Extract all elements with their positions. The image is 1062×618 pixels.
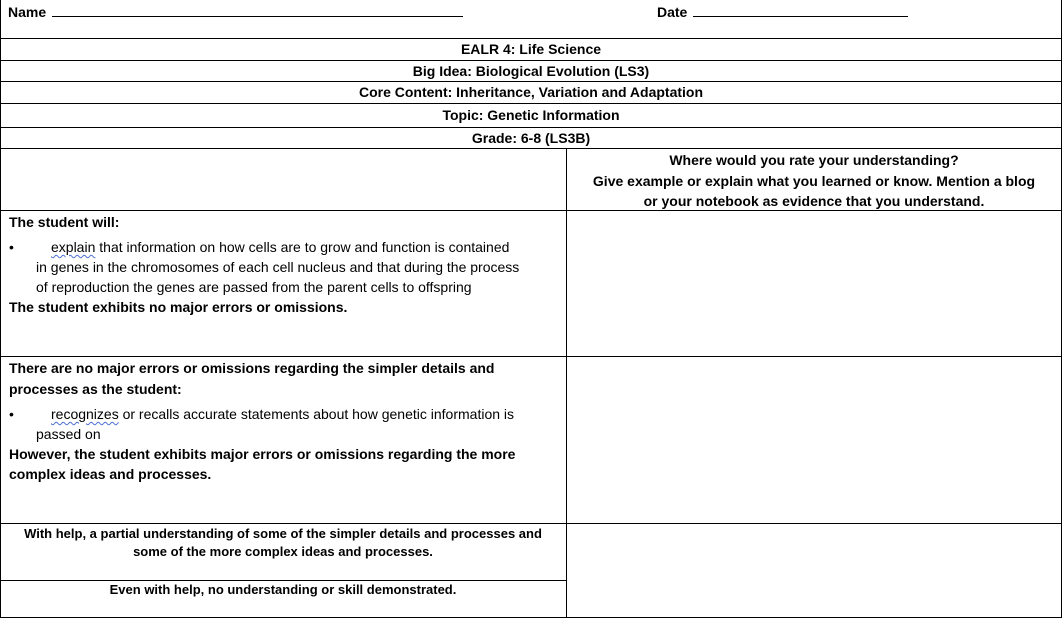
level2-bullet-line2: passed on [36,426,101,442]
level1-bullet-line3: of reproduction the genes are passed from the parent cells to offspring [36,279,472,295]
date-field[interactable] [657,2,908,22]
rating-header-line2: Give example or explain what you learned or know. Mention a blog [592,173,1036,189]
level1-summary: The student exhibits no major errors or omissions. [9,299,348,315]
level1-bullet-line2: in genes in the chromosomes of each cell nucleus and that during the process [36,259,520,275]
response-cell-level2[interactable] [567,357,1061,523]
level2-intro-line2: processes as the student: [9,381,182,397]
level1-bullet: • [9,239,14,255]
level2-bullet-line1 [51,404,514,424]
level2-summary-line1: However, the student exhibits major errors or omissions regarding the more [9,446,516,462]
level2-bullet-verb: recognizes [51,406,119,422]
level1-bullet-line1 [51,237,509,257]
level1-bullet-text: that information on how cells are to grow and function is contained [95,239,510,255]
rating-header-line3: or your notebook as evidence that you understand. [643,193,985,209]
date-blank-line[interactable] [693,2,908,17]
level1-intro: The student will: [9,214,120,230]
level4-line1: Even with help, no understanding or skill demonstrated. [109,582,457,597]
level2-bullet: • [9,406,14,422]
name-blank-line[interactable] [52,2,463,17]
level2-intro-line1: There are no major errors or omissions regarding the simpler details and [9,360,495,376]
date-label: Date [657,4,688,20]
level2-bullet-text: or recalls accurate statements about how genetic information is [118,406,515,422]
title-grade: Grade: 6-8 (LS3B) [471,130,591,146]
level3-line2: some of the more complex ideas and processes. [133,544,433,559]
rating-header-line1: Where would you rate your understanding? [669,152,959,168]
title-core-content: Core Content: Inheritance, Variation and Adaptation [358,84,704,100]
divider-title-5 [0,148,1062,149]
level3-line1: With help, a partial understanding of some of the simpler details and processes and [24,526,542,541]
level2-summary-line2: complex ideas and processes. [9,466,212,482]
divider-title-3 [0,103,1062,104]
title-topic: Topic: Genetic Information [442,107,620,123]
level1-bullet-verb: explain [51,239,96,255]
title-big-idea: Big Idea: Biological Evolution (LS3) [412,63,650,79]
response-cell-level3-4[interactable] [567,524,1061,617]
name-label: Name [8,4,47,20]
name-field[interactable] [8,2,463,22]
response-cell-level1[interactable] [567,211,1061,356]
title-ealr: EALR 4: Life Science [460,41,602,57]
